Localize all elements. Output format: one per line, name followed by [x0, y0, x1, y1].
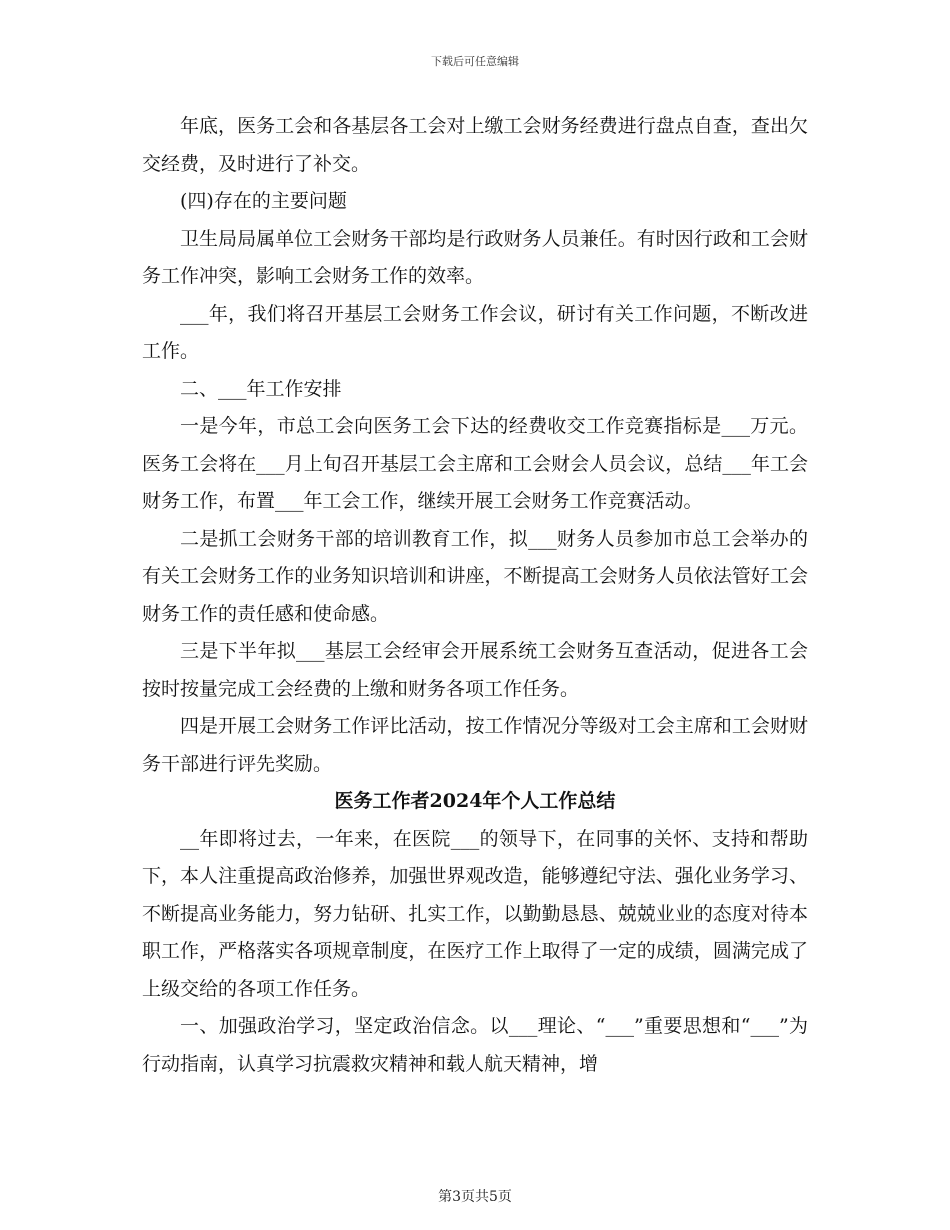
paragraph: 一、加强政治学习，坚定政治信念。以___理论、“___”重要思想和“___”为行动指南，认真学习抗震救灾精神和载人航天精神，增 [142, 1015, 808, 1075]
document-body [142, 108, 808, 1083]
subheading: (四)存在的主要问题 [180, 190, 347, 212]
page-footer: 第3页共5页 [438, 1189, 512, 1205]
paragraph: ___年，我们将召开基层工会财务工作会议，研讨有关工作问题，不断改进工作。 [142, 302, 808, 362]
section-title: 医务工作者2024年个人工作总结 [334, 790, 616, 812]
header-note: 下载后可任意编辑 [431, 55, 519, 68]
paragraph: __年即将过去，一年来，在医院___的领导下，在同事的关怀、支持和帮助下，本人注重提高政治修养，加强世界观改造，能够遵纪守法、强化业务学习、不断提高业务能力，努力钻研、扎实工作，以勤勤恳恳、兢兢业业的态度对待本职工作，严格落实各项规章制度，在医疗工作上取得了一定的成绩，圆满完成了上级交给的各项工作任务。 [142, 827, 808, 1000]
paragraph: 二是抓工会财务干部的培训教育工作，拟___财务人员参加市总工会举办的有关工会财务工作的业务知识培训和讲座，不断提高工会财务人员依法管好工会财务工作的责任感和使命感。 [142, 527, 808, 625]
paragraph: 卫生局局属单位工会财务干部均是行政财务人员兼任。有时因行政和工会财务工作冲突，影响工会财务工作的效率。 [142, 227, 808, 287]
paragraph: 四是开展工会财务工作评比活动，按工作情况分等级对工会主席和工会财财务干部进行评先奖励。 [142, 715, 808, 775]
subheading: 二、___年工作安排 [180, 377, 342, 400]
paragraph: 三是下半年拟___基层工会经审会开展系统工会财务互查活动，促进各工会按时按量完成工会经费的上缴和财务各项工作任务。 [142, 640, 808, 700]
paragraph: 年底，医务工会和各基层各工会对上缴工会财务经费进行盘点自查，查出欠交经费，及时进行了补交。 [142, 115, 808, 175]
paragraph: 一是今年，市总工会向医务工会下达的经费收交工作竞赛指标是___万元。医务工会将在___月上旬召开基层工会主席和工会财会人员会议，总结___年工会财务工作，布置___年工会工作，继续开展工会财务工作竞赛活动。 [142, 415, 808, 512]
